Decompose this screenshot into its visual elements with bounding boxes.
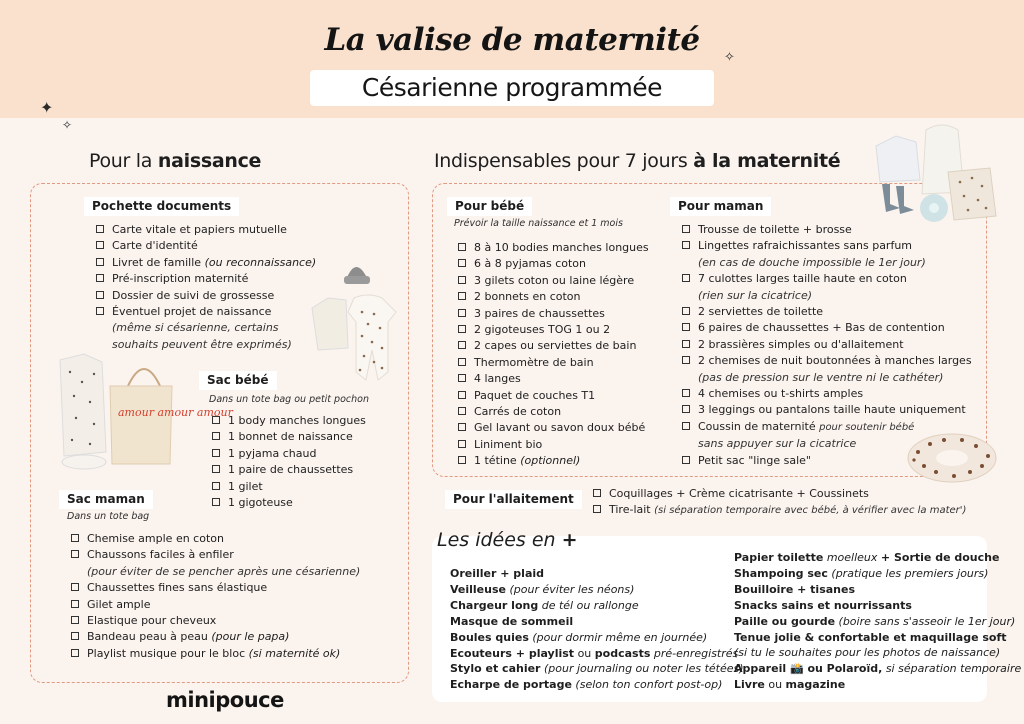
list-item[interactable]: 6 à 8 pyjamas coton	[458, 256, 649, 272]
list-item[interactable]: Gel lavant ou savon doux bébé	[458, 420, 649, 436]
checkbox[interactable]	[96, 241, 104, 249]
list-item[interactable]: Bandeau peau à peau (pour le papa)	[71, 629, 360, 645]
list-item[interactable]: Carte d'identité	[96, 238, 316, 254]
item-note: sans appuyer sur la cicatrice	[698, 437, 857, 451]
label-sac-maman: Sac maman	[59, 490, 153, 509]
checkbox[interactable]	[682, 356, 690, 364]
list-item[interactable]: Chaussons faciles à enfiler	[71, 547, 360, 563]
checkbox[interactable]	[96, 274, 104, 282]
list-item[interactable]: 1 tétine (optionnel)	[458, 453, 649, 469]
checkbox[interactable]	[458, 341, 466, 349]
list-item[interactable]: 2 chemises de nuit boutonnées à manches larges	[682, 353, 972, 369]
list-idees-left	[450, 566, 744, 693]
list-item: Snacks sains et nourrissants	[734, 598, 912, 612]
checkbox[interactable]	[96, 291, 104, 299]
checkbox[interactable]	[682, 225, 690, 233]
pour-bebe-note: Prévoir la taille naissance et 1 mois	[454, 218, 623, 229]
heading-maternite: Indispensables pour 7 jours à la maternité	[434, 150, 841, 172]
checkbox[interactable]	[458, 391, 466, 399]
checkbox[interactable]	[71, 534, 79, 542]
list-item[interactable]: 6 paires de chaussettes + Bas de contention	[682, 320, 972, 336]
checkbox[interactable]	[71, 600, 79, 608]
checkbox[interactable]	[682, 241, 690, 249]
heading-naissance: Pour la naissance	[89, 150, 262, 172]
list-item: (si tu le souhaites pour les photos de naissance)	[734, 646, 1001, 660]
checkbox[interactable]	[71, 649, 79, 657]
list-sac-bebe	[212, 413, 366, 511]
checkbox[interactable]	[593, 489, 601, 497]
list-item[interactable]: Playlist musique pour le bloc (si maternité ok)	[71, 646, 360, 662]
list-item: Appareil 📸 ou Polaroïd, si séparation temporaire	[734, 662, 1022, 676]
list-item[interactable]: 2 capes ou serviettes de bain	[458, 338, 649, 354]
checkbox[interactable]	[458, 374, 466, 382]
list-item[interactable]: 8 à 10 bodies manches longues	[458, 240, 649, 256]
list-item[interactable]: Carte vitale et papiers mutuelle	[96, 222, 316, 238]
label-pour-bebe: Pour bébé	[447, 197, 532, 216]
sparkle-icon: ✦	[40, 98, 54, 117]
list-item[interactable]: Petit sac "linge sale"	[682, 453, 972, 469]
sac-bebe-note: Dans un tote bag ou petit pochon	[209, 394, 369, 405]
checkbox[interactable]	[71, 616, 79, 624]
checkbox[interactable]	[458, 423, 466, 431]
list-item: Papier toilette moelleux + Sortie de douche	[734, 551, 1000, 564]
label-sac-bebe: Sac bébé	[199, 371, 277, 390]
item-note: (pas de pression sur le ventre ni le cathéter)	[698, 370, 944, 384]
checkbox[interactable]	[682, 422, 690, 430]
list-item[interactable]: 4 langes	[458, 371, 649, 387]
brand-logo: minipouce	[166, 688, 284, 712]
list-item: Chargeur long de tél ou rallonge	[450, 598, 639, 612]
checkbox[interactable]	[682, 456, 690, 464]
label-pour-maman: Pour maman	[670, 197, 771, 216]
item-note: (en cas de douche impossible le 1er jour)	[698, 255, 926, 269]
checkbox[interactable]	[682, 323, 690, 331]
checkbox[interactable]	[212, 465, 220, 473]
tote-bag-illustration	[54, 352, 233, 472]
list-item[interactable]: Thermomètre de bain	[458, 355, 649, 371]
sac-maman-note: Dans un tote bag	[67, 511, 150, 522]
sparkle-icon: ✧	[724, 50, 735, 65]
heading-idees: Les idées en +	[437, 529, 578, 551]
baby-set-illustration	[872, 120, 1000, 226]
list-sac-maman	[71, 531, 360, 662]
list-item[interactable]: 3 paires de chaussettes	[458, 306, 649, 322]
checkbox[interactable]	[458, 456, 466, 464]
page-title: La valise de maternité	[324, 22, 700, 58]
list-item[interactable]: 1 body manches longues	[212, 413, 366, 429]
list-item[interactable]: 1 bonnet de naissance	[212, 429, 366, 445]
checkbox[interactable]	[71, 632, 79, 640]
checkbox[interactable]	[212, 449, 220, 457]
list-item[interactable]: Lingettes rafraichissantes sans parfum	[682, 238, 972, 254]
checkbox[interactable]	[593, 505, 601, 513]
list-item[interactable]: 3 leggings ou pantalons taille haute uniquement	[682, 402, 972, 418]
baby-clothes-illustration	[308, 252, 404, 386]
pillow-illustration	[904, 428, 1000, 490]
checkbox[interactable]	[458, 440, 466, 448]
item-note: (rien sur la cicatrice)	[698, 288, 813, 302]
item-note: (même si césarienne, certains	[112, 321, 279, 335]
list-item[interactable]: Gilet ample	[71, 597, 360, 613]
list-idees-right	[734, 550, 1021, 693]
checkbox[interactable]	[71, 550, 79, 558]
list-item[interactable]: Coussin de maternité pour soutenir bébé	[682, 419, 972, 436]
list-item[interactable]: 1 pyjama chaud	[212, 446, 366, 462]
checkbox[interactable]	[212, 432, 220, 440]
item-note: souhaits peuvent être exprimés)	[112, 337, 292, 351]
list-item: Oreiller + plaid	[450, 567, 545, 580]
checkbox[interactable]	[212, 498, 220, 506]
checkbox[interactable]	[212, 482, 220, 490]
checkbox[interactable]	[682, 340, 690, 348]
checkbox[interactable]	[458, 259, 466, 267]
list-item: Echarpe de portage (selon ton confort post-op)	[450, 678, 723, 692]
checkbox[interactable]	[458, 309, 466, 317]
list-item[interactable]: 2 serviettes de toilette	[682, 304, 972, 320]
list-item[interactable]: Dossier de suivi de grossesse	[96, 288, 316, 304]
checkbox[interactable]	[458, 292, 466, 300]
list-item: Boules quies (pour dormir même en journée)	[450, 630, 708, 644]
list-item: Veilleuse (pour éviter les néons)	[450, 582, 635, 596]
checkbox[interactable]	[96, 307, 104, 315]
list-item[interactable]: Livret de famille (ou reconnaissance)	[96, 255, 316, 271]
tote-text: amour amour amour	[118, 406, 233, 419]
list-item: Tenue jolie & confortable et maquillage soft	[734, 630, 1007, 644]
sparkle-icon: ✧	[62, 118, 73, 132]
label-pochette-documents: Pochette documents	[84, 197, 239, 216]
list-item[interactable]: Chaussettes fines sans élastique	[71, 580, 360, 596]
list-documents	[96, 222, 316, 353]
list-item[interactable]: 1 paire de chaussettes	[212, 462, 366, 478]
list-item[interactable]: Paquet de couches T1	[458, 388, 649, 404]
list-item[interactable]: Pré-inscription maternité	[96, 271, 316, 287]
checkbox[interactable]	[458, 276, 466, 284]
checkbox[interactable]	[682, 405, 690, 413]
list-item[interactable]: 2 bonnets en coton	[458, 289, 649, 305]
list-item: Ecouteurs + playlist ou podcasts pré-enregistrés	[450, 646, 739, 660]
list-item[interactable]: 1 gigoteuse	[212, 495, 366, 511]
list-item[interactable]: Liniment bio	[458, 437, 649, 453]
checkbox[interactable]	[96, 225, 104, 233]
list-item: Masque de sommeil	[450, 614, 574, 628]
list-item[interactable]: Carrés de coton	[458, 404, 649, 420]
list-allaitement	[593, 486, 966, 520]
page-subtitle: Césarienne programmée	[310, 70, 714, 106]
checkbox[interactable]	[96, 258, 104, 266]
list-item: Shampoing sec (pratique les premiers jours)	[734, 566, 989, 580]
list-item[interactable]: Trousse de toilette + brosse	[682, 222, 972, 238]
list-item: Paille ou gourde (boire sans s'asseoir le 1er jour)	[734, 614, 1016, 628]
checkbox[interactable]	[212, 416, 220, 424]
checkbox[interactable]	[71, 583, 79, 591]
list-item: Bouilloire + tisanes	[734, 582, 856, 596]
checkbox[interactable]	[682, 389, 690, 397]
checkbox[interactable]	[458, 243, 466, 251]
list-item[interactable]: 1 gilet	[212, 479, 366, 495]
list-item[interactable]: Éventuel projet de naissance	[96, 304, 316, 320]
list-pour-bebe	[458, 240, 649, 470]
list-item[interactable]: 2 gigoteuses TOG 1 ou 2	[458, 322, 649, 338]
label-pour-allaitement: Pour l'allaitement	[445, 490, 582, 509]
list-item[interactable]: 3 gilets coton ou laine légère	[458, 273, 649, 289]
list-item[interactable]: 2 brassières simples ou d'allaitement	[682, 337, 972, 353]
list-item[interactable]: 7 culottes larges taille haute en coton	[682, 271, 972, 287]
item-note: (pour éviter de se pencher après une césarienne)	[87, 564, 361, 578]
list-item: Stylo et cahier (pour journaling ou noter les tétées)	[450, 662, 744, 676]
list-item: Livre ou magazine	[734, 678, 846, 692]
list-item[interactable]: Coquillages + Crème cicatrisante + Coussinets	[593, 486, 966, 502]
checkbox[interactable]	[682, 307, 690, 315]
list-item[interactable]: Elastique pour cheveux	[71, 613, 360, 629]
list-item[interactable]: Chemise ample en coton	[71, 531, 360, 547]
list-item[interactable]: 4 chemises ou t-shirts amples	[682, 386, 972, 402]
checkbox[interactable]	[682, 274, 690, 282]
checkbox[interactable]	[458, 325, 466, 333]
checkbox[interactable]	[458, 407, 466, 415]
list-item[interactable]: Tire-lait (si séparation temporaire avec bébé, à vérifier avec la mater')	[593, 502, 966, 519]
checkbox[interactable]	[458, 358, 466, 366]
